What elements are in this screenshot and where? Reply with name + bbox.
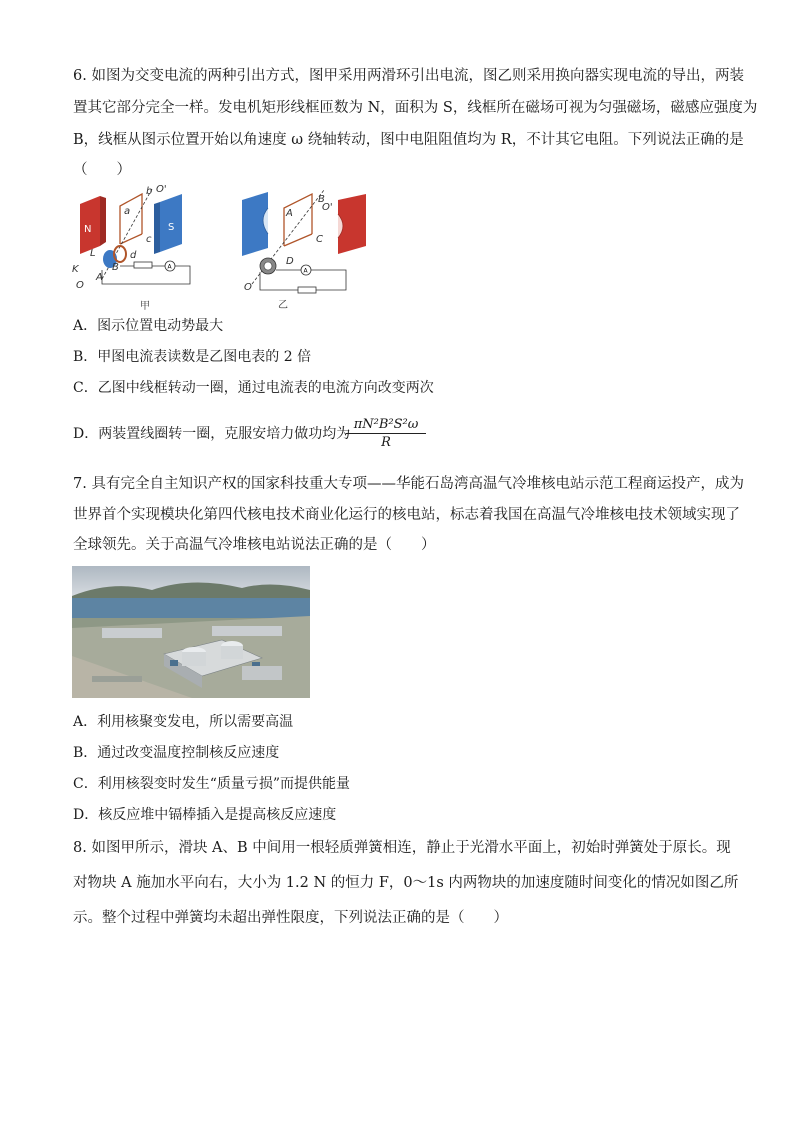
- label-d: d: [130, 250, 137, 261]
- label-yi-a: A: [286, 208, 293, 219]
- generator-figure-yi: [238, 186, 372, 311]
- q6-option-a: A．图示位置电动势最大: [73, 318, 224, 334]
- label-k: K: [72, 264, 79, 275]
- q7-option-c: C．利用核裂变时发生“质量亏损”而提供能量: [73, 776, 351, 792]
- label-yi-o-prime: O': [322, 202, 333, 213]
- generator-figure-jia: [72, 184, 200, 312]
- q7-option-d: D．核反应堆中镉棒插入是提高核反应速度: [73, 807, 337, 823]
- label-yi-c: C: [316, 234, 323, 245]
- label-l: L: [90, 248, 96, 259]
- formula-numerator: πN²B²S²ω: [346, 417, 426, 434]
- label-n: N: [84, 224, 92, 235]
- label-yi-b: B: [318, 194, 325, 205]
- caption-yi: 乙: [278, 300, 288, 311]
- caption-jia: 甲: [140, 301, 150, 312]
- q7-line1: 7. 具有完全自主知识产权的国家科技重大专项——华能石岛湾高温气冷堆核电站示范工程商运投产，成为: [73, 476, 744, 492]
- formula-denominator: R: [381, 435, 391, 450]
- q6-line3: B，线框从图示位置开始以角速度 ω 绕轴转动，图中电阻阻值均为 R，不计其它电阻。下列说法正确的是: [73, 132, 744, 148]
- label-yi-d: D: [286, 256, 294, 267]
- q6-paren: （ ）: [73, 162, 131, 178]
- label-o: O: [76, 280, 84, 291]
- q6-option-b: B．甲图电流表读数是乙图电表的 2 倍: [73, 349, 312, 365]
- q8-line2: 对物块 A 施加水平向右，大小为 1.2 N 的恒力 F，0～1s 内两物块的加速度随时间变化的情况如图乙所: [73, 875, 739, 891]
- q8-line3: 示。整个过程中弹簧均未超出弹性限度，下列说法正确的是（ ）: [73, 910, 508, 926]
- q7-line3: 全球领先。关于高温气冷堆核电站说法正确的是（ ）: [73, 537, 436, 553]
- label-yi-o: O: [244, 282, 252, 293]
- label-b: b: [146, 186, 153, 197]
- q6-line1: 6. 如图为交变电流的两种引出方式，图甲采用两滑环引出电流，图乙则采用换向器实现电流的导出，两装: [73, 68, 744, 84]
- q6-line2: 置其它部分完全一样。发电机矩形线框匝数为 N，面积为 S，线框所在磁场可视为匀强磁场，磁感应强度为: [73, 100, 758, 116]
- svg-text:A: A: [303, 267, 308, 275]
- q6-option-c: C．乙图中线框转动一圈，通过电流表的电流方向改变两次: [73, 380, 434, 396]
- q7-line2: 世界首个实现模块化第四代核电技术商业化运行的核电站，标志着我国在高温气冷堆核电技术领域实现了: [73, 507, 740, 523]
- label-a-cap: A: [96, 272, 103, 283]
- work-formula: [346, 417, 426, 450]
- label-a: a: [124, 206, 131, 217]
- label-s: S: [168, 222, 175, 233]
- label-c: c: [146, 234, 152, 245]
- q7-option-a: A．利用核聚变发电，所以需要高温: [73, 714, 294, 730]
- svg-text:A: A: [167, 263, 172, 271]
- label-o-prime: O': [156, 184, 167, 195]
- label-b-cap: B: [112, 262, 119, 273]
- nuclear-plant-photo: [72, 566, 310, 698]
- q6-option-d: D．两装置线圈转一圈，克服安培力做功均为: [73, 426, 351, 442]
- q7-option-b: B．通过改变温度控制核反应速度: [73, 745, 280, 761]
- q8-line1: 8. 如图甲所示，滑块 A、B 中间用一根轻质弹簧相连，静止于光滑水平面上，初始时弹簧处于原长。现: [73, 840, 731, 856]
